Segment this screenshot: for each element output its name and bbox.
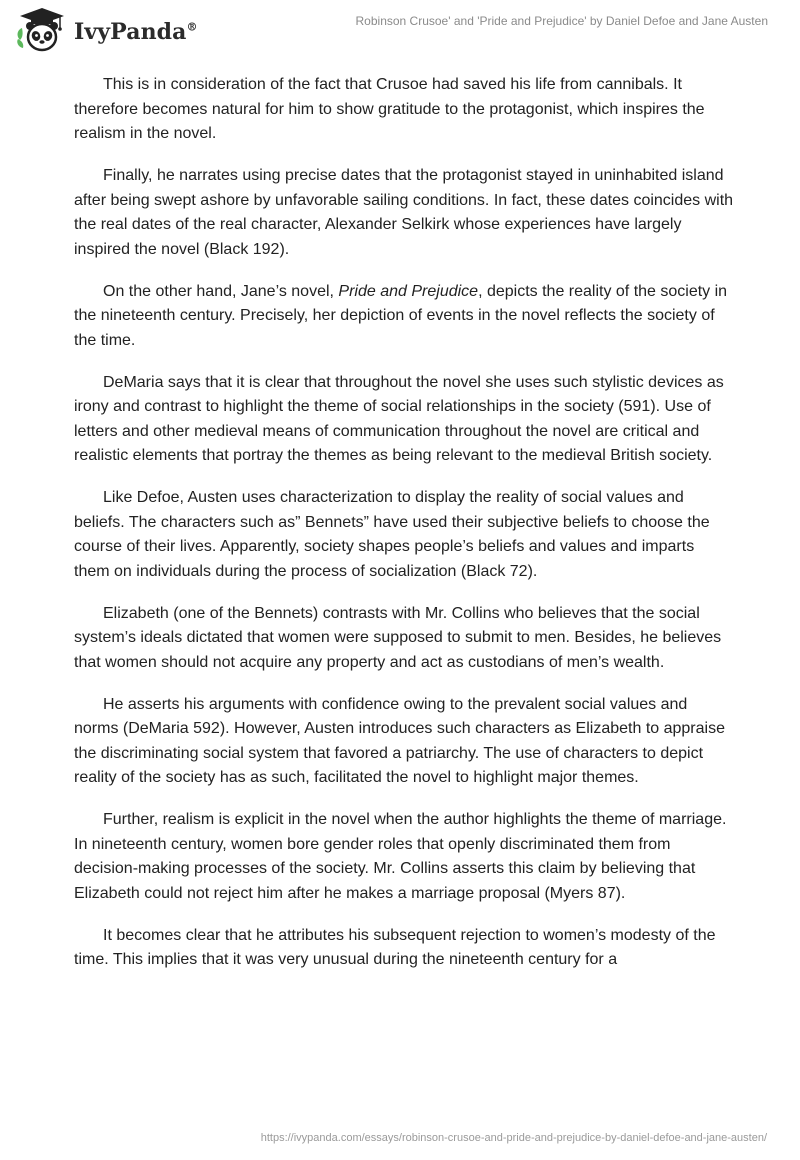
paragraph: It becomes clear that he attributes his subsequent rejection to women’s modesty of the time. This implies that it was very unusual during the nineteenth century for a (74, 926, 716, 968)
paragraph: Finally, he narrates using precise dates that the protagonist stayed in uninhabited island after being swept ashore by unfavorable sailing conditions. In fact, these dates coincides with the real dates of the real character, Alexander Selkirk whose experiences have largely inspired the novel (Black 192). (74, 167, 734, 258)
paragraph: DeMaria says that it is clear that throughout the novel she uses such stylistic devices as irony and contrast to highlight the theme of social relationships in the society (591). Use of letters and other medieval means of communication throughout the novel are critical and realistic elements that portray the themes as being relevant to the medieval British society. (74, 373, 724, 464)
paragraph: He asserts his arguments with confidence owing to the prevalent social values and norms (DeMaria 592). However, Austen introduces such characters as Elizabeth to appraise the discriminating social system that favored a patriarchy. The use of characters to depict reality of the society has as such, facilitated the novel to highlight major themes. (74, 695, 725, 786)
paragraph: This is in consideration of the fact that Crusoe had saved his life from cannibals. It therefore becomes natural for him to show gratitude to the protagonist, which inspires the realism in the novel. (74, 76, 705, 142)
book-title: Pride and Prejudice (338, 282, 479, 300)
essay-body (74, 73, 734, 990)
paragraph: Further, realism is explicit in the novel when the author highlights the theme of marriage. In nineteenth century, women bore gender roles that openly discriminated them from decision-making processes of the society. Mr. Collins asserts this claim by believing that Elizabeth could not reject him after he makes a marriage proposal (Myers 87). (74, 811, 727, 902)
document-title: Robinson Crusoe' and 'Pride and Prejudice' by Daniel Defoe and Jane Austen (355, 14, 768, 28)
paragraph-text: , depicts the reality of the society in the nineteenth century. Precisely, her depiction of events in the novel reflects the society of the time. (74, 282, 728, 349)
panda-graduate-icon (14, 6, 70, 54)
source-url[interactable]: https://ivypanda.com/essays/robinson-crusoe-and-pride-and-prejudice-by-daniel-defoe-and-jane-austen/ (260, 1132, 767, 1144)
paragraph: Elizabeth (one of the Bennets) contrasts with Mr. Collins who believes that the social system’s ideals dictated that women were supposed to submit to men. Besides, he believes that women should not acquire any property and act as custodians of men’s wealth. (74, 604, 722, 671)
paragraph: Like Defoe, Austen uses characterization to display the reality of social values and beliefs. The characters such as” Bennets” have used their subjective beliefs to choose the course of their lives. Apparently, society shapes people’s beliefs and values and imparts them on individuals during the process of socialization (Black 72). (74, 489, 710, 580)
paragraph-text: On the other hand, Jane’s novel, (103, 282, 339, 300)
logo-wordmark: IvyPanda® (74, 19, 198, 45)
ivypanda-logo[interactable] (14, 6, 198, 54)
page-header (0, 0, 800, 60)
paragraph (74, 280, 734, 354)
